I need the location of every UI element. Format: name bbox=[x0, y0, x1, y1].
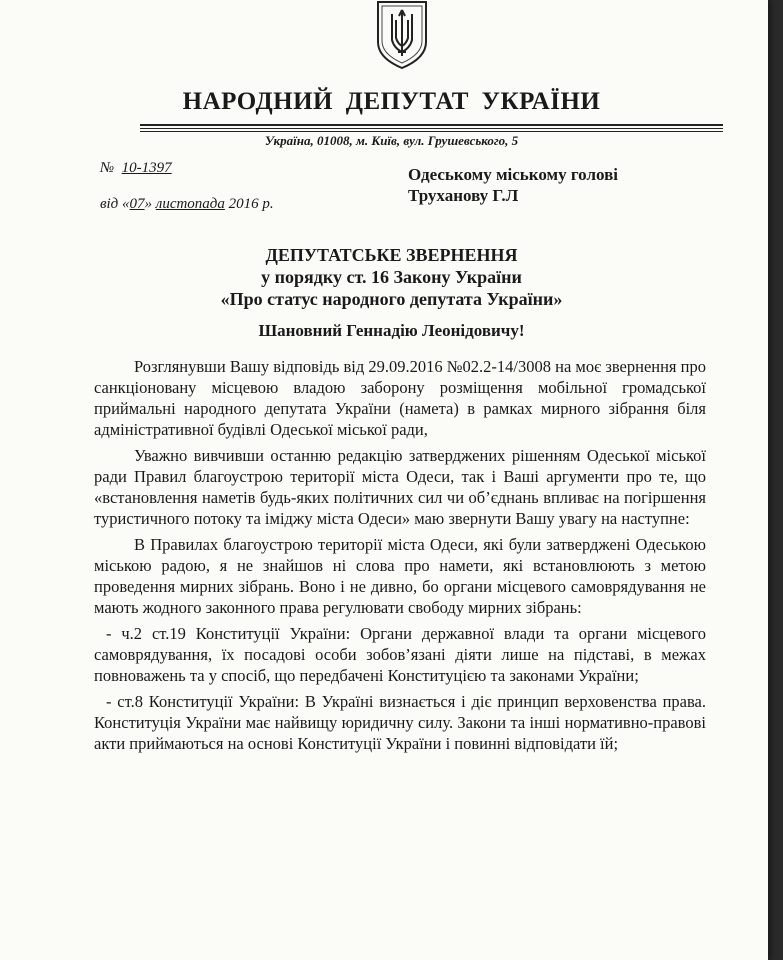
recipient-name: Труханову Г.Л bbox=[408, 186, 519, 205]
outgoing-date bbox=[100, 196, 274, 213]
date-prefix: від « bbox=[100, 196, 130, 212]
number-prefix: № bbox=[100, 160, 115, 176]
letter-body bbox=[94, 356, 706, 759]
document-title-line: ДЕПУТАТСЬКЕ ЗВЕРНЕННЯ bbox=[265, 245, 518, 265]
coat-of-arms-icon bbox=[372, 0, 432, 70]
salutation: Шановний Геннадію Леонідовичу! bbox=[258, 321, 525, 340]
recipient-position: Одеському міському голові bbox=[408, 165, 618, 184]
date-month: листопада bbox=[155, 196, 225, 212]
document-title bbox=[0, 244, 783, 310]
header-title: НАРОДНИЙ ДЕПУТАТ УКРАЇНИ bbox=[182, 88, 601, 115]
header-divider bbox=[140, 131, 723, 132]
sender-address: Україна, 01008, м. Київ, вул. Грушевського, 5 bbox=[264, 133, 519, 148]
body-paragraph: В Правилах благоустрою території міста Одеси, які були затверджені Одеською міською радою, я не знайшов ні слова про намети, які встановлюють з метою проведення мирних зібрань. Воно і не дивно, бо органи місцевого самоврядування не мають жодного законного права регулювати свободу мирних зібрань: bbox=[94, 535, 706, 617]
document-title-line: у порядку ст. 16 Закону України bbox=[261, 267, 522, 287]
number-value: 10-1397 bbox=[121, 160, 172, 176]
date-mid: » bbox=[144, 196, 156, 212]
recipient-block bbox=[408, 164, 618, 206]
header-divider bbox=[140, 128, 723, 129]
body-paragraph: Уважно вивчивши останню редакцію затверджених рішенням Одеської міської ради Правил благоустрою території міста Одеси, так і Ваші аргументи про те, що «встановлення наметів будь-яких політичних сил чи об’єднань впливає на погіршення туристичного потоку та іміджу міста Одеси» маю звернути Вашу увагу на наступне: bbox=[94, 446, 706, 528]
body-list-item: - ч.2 ст.19 Конституції України: Органи державної влади та органи місцевого самоврядування, їх посадові особи зобов’язані діяти лише на підставі, в межах повноважень та у спосіб, що передбачені Конституцією та законами України; bbox=[94, 624, 706, 685]
outgoing-number bbox=[100, 160, 172, 177]
body-list-item: - ст.8 Конституції України: В Україні визнається і діє принцип верховенства права. Конституція України має найвищу юридичну силу. Закони та інші нормативно-правові акти приймаються на основі Конституції України і повинні відповідати їй; bbox=[94, 692, 706, 753]
date-suffix: 2016 р. bbox=[224, 196, 274, 212]
document-title-line: «Про статус народного депутата України» bbox=[220, 289, 563, 309]
body-paragraph: Розглянувши Вашу відповідь від 29.09.2016 №02.2-14/3008 на моє звернення про санкціоновану місцевою владою заборону розміщення мобільної громадської приймальні народного депутата України (намета) в рамках мирного зібрання біля адміністративної будівлі Одеської міської ради, bbox=[94, 357, 706, 439]
date-day: 07 bbox=[129, 196, 145, 212]
header-divider bbox=[140, 124, 723, 126]
